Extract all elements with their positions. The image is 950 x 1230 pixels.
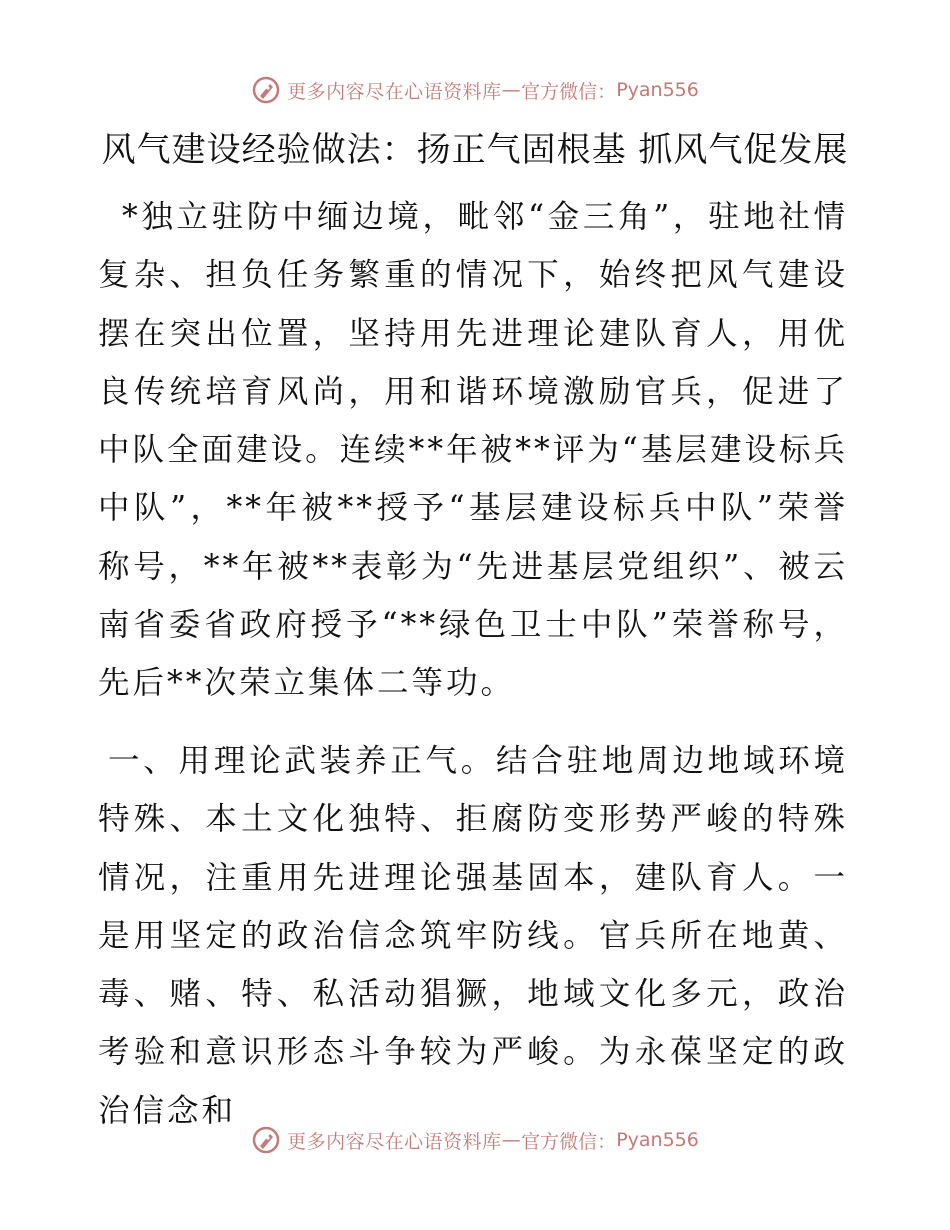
banner-wechat-label: 官方微信：: [521, 1130, 617, 1153]
body-paragraph: 一、用理论武装养正气。结合驻地周边地域环境特殊、本土文化独特、拒腐防变形势严峻的特殊情况，注重用先进理论强基固本，建队育人。一是用坚定的政治信念筑牢防线。官兵所在地黄、毒、赌、特、私活动猖獗，地域文化多元，政治考验和意识形态斗争较为严峻。为永葆坚定的政治信念和: [98, 743, 848, 1129]
banner-text: 更多内容尽在心语资料库: [287, 1130, 502, 1153]
pen-nib-logo-icon: [251, 1125, 281, 1155]
banner-text: 更多内容尽在心语资料库: [287, 80, 502, 103]
footer-banner: [0, 1120, 950, 1160]
header-banner: [0, 70, 950, 110]
banner-wechat-id: Pyan556: [616, 79, 699, 101]
banner-wechat-label: 官方微信：: [521, 80, 617, 103]
banner-separator: —: [501, 1129, 522, 1151]
document-title: 风气建设经验做法：扬正气固根基 抓风气促发展: [101, 130, 849, 170]
pen-nib-logo-icon: [251, 75, 281, 105]
banner-wechat-id: Pyan556: [616, 1129, 699, 1151]
body-paragraph: *独立驻防中缅边境，毗邻“金三角”，驻地社情复杂、担负任务繁重的情况下，始终把风气建设摆在突出位置，坚持用先进理论建队育人，用优良传统培育风尚，用和谐环境激励官兵，促进了中队全面建设。连续**年被**评为“基层建设标兵中队”，**年被**授予“基层建设标兵中队”荣誉称号，**年被**表彰为“先进基层党组织”、被云南省委省政府授予“**绿色卫士中队”荣誉称号，先后**次荣立集体二等功。: [98, 199, 848, 702]
banner-separator: —: [501, 79, 522, 101]
